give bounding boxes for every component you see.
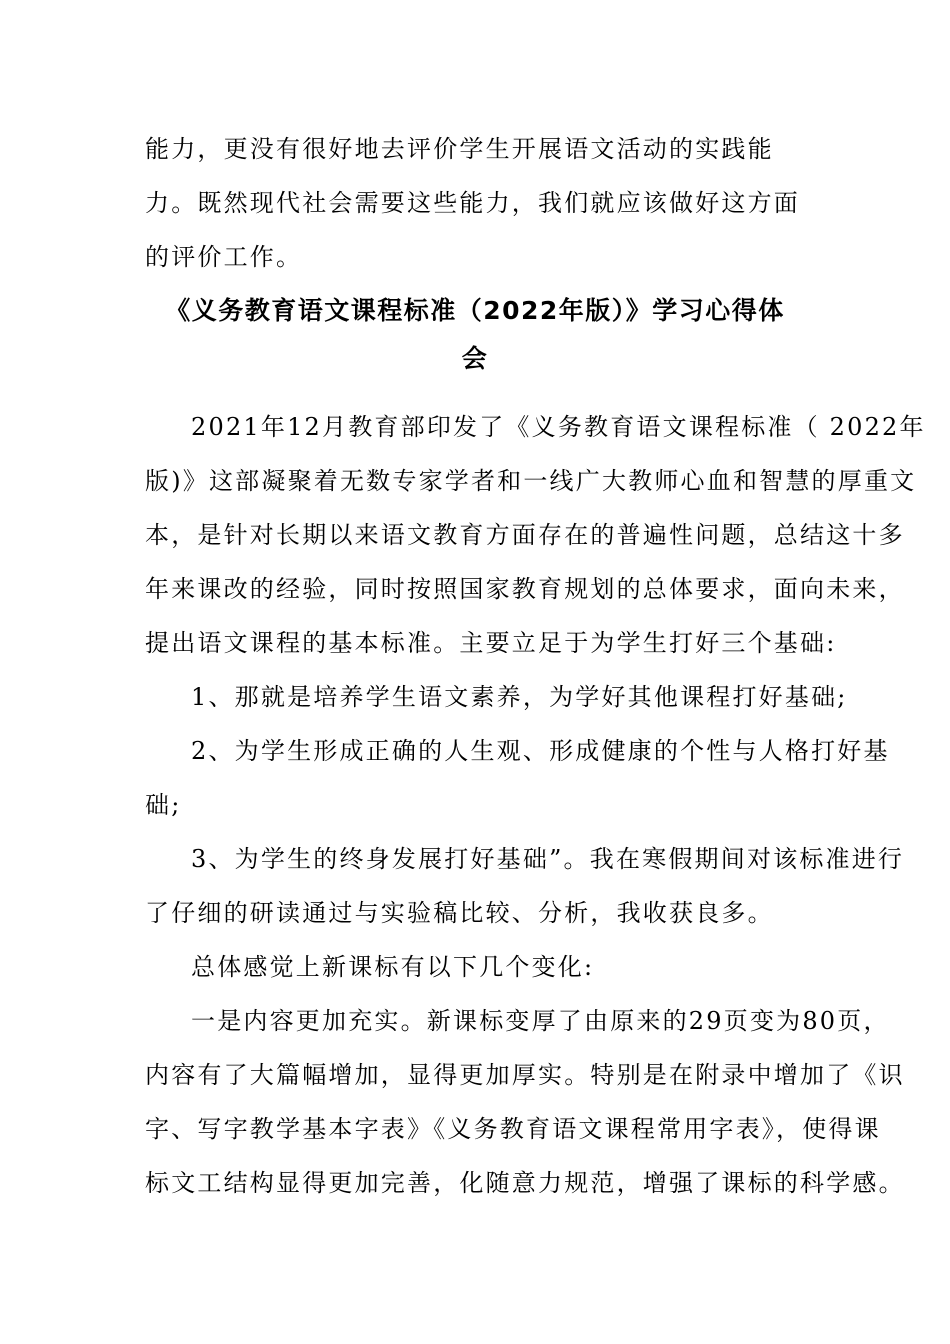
text-line: 字、写字教学基本字表》《义务教育语文课程常用字表》，使得课 xyxy=(145,1115,881,1143)
paragraph-1 xyxy=(145,408,926,662)
text-line: 本，是针对长期以来语文教育方面存在的普遍性问题，总结这十多 xyxy=(145,521,905,549)
title-line: 会 xyxy=(461,344,489,373)
text-line: 内容有了大篇幅增加，显得更加厚实。特别是在附录中增加了《识 xyxy=(145,1061,905,1089)
text-line: 标文工结构显得更加完善，化随意力规范，增强了课标的科学感。 xyxy=(145,1169,905,1197)
document-title xyxy=(145,292,805,378)
list-item-2 xyxy=(145,732,890,824)
text-line: 础; xyxy=(145,791,182,819)
document-page xyxy=(145,130,926,1218)
text-line: 2、为学生形成正确的人生观、形成健康的个性与人格打好基 xyxy=(191,737,890,765)
text-line: 总体感觉上新课标有以下几个变化: xyxy=(191,953,595,981)
title-line: 《义务教育语文课程标准（2022年版）》学习心得体 xyxy=(165,296,785,325)
text-line: 的评价工作。 xyxy=(145,243,303,271)
change-1-paragraph xyxy=(145,1002,905,1202)
text-line: 提出语文课程的基本标准。主要立足于为学生打好三个基础: xyxy=(145,629,837,657)
list-item-1 xyxy=(145,678,848,716)
text-line: 版)》这部凝聚着无数专家学者和一线广大教师心血和智慧的厚重文 xyxy=(145,467,917,495)
text-line: 了仔细的研读通过与实验稿比较、分析，我收获良多。 xyxy=(145,899,774,927)
text-line: 3、为学生的终身发展打好基础”。我在寒假期间对该标准进行 xyxy=(191,845,905,873)
list-item-3 xyxy=(145,840,905,932)
summary-paragraph xyxy=(145,948,805,986)
text-line: 一是内容更加充实。新课标变厚了由原来的29页变为80页， xyxy=(191,1007,890,1035)
text-line: 年来课改的经验，同时按照国家教育规划的总体要求，面向未来， xyxy=(145,575,905,603)
text-line: 能力，更没有很好地去评价学生开展语文活动的实践能 xyxy=(145,135,774,163)
text-line: 力。既然现代社会需要这些能力，我们就应该做好这方面 xyxy=(145,189,800,217)
intro-paragraph xyxy=(145,130,805,276)
text-line: 1、那就是培养学生语文素养，为学好其他课程打好基础; xyxy=(191,683,848,711)
text-line: 2021年12月教育部印发了《义务教育语文课程标准（ 2022年 xyxy=(191,413,926,441)
